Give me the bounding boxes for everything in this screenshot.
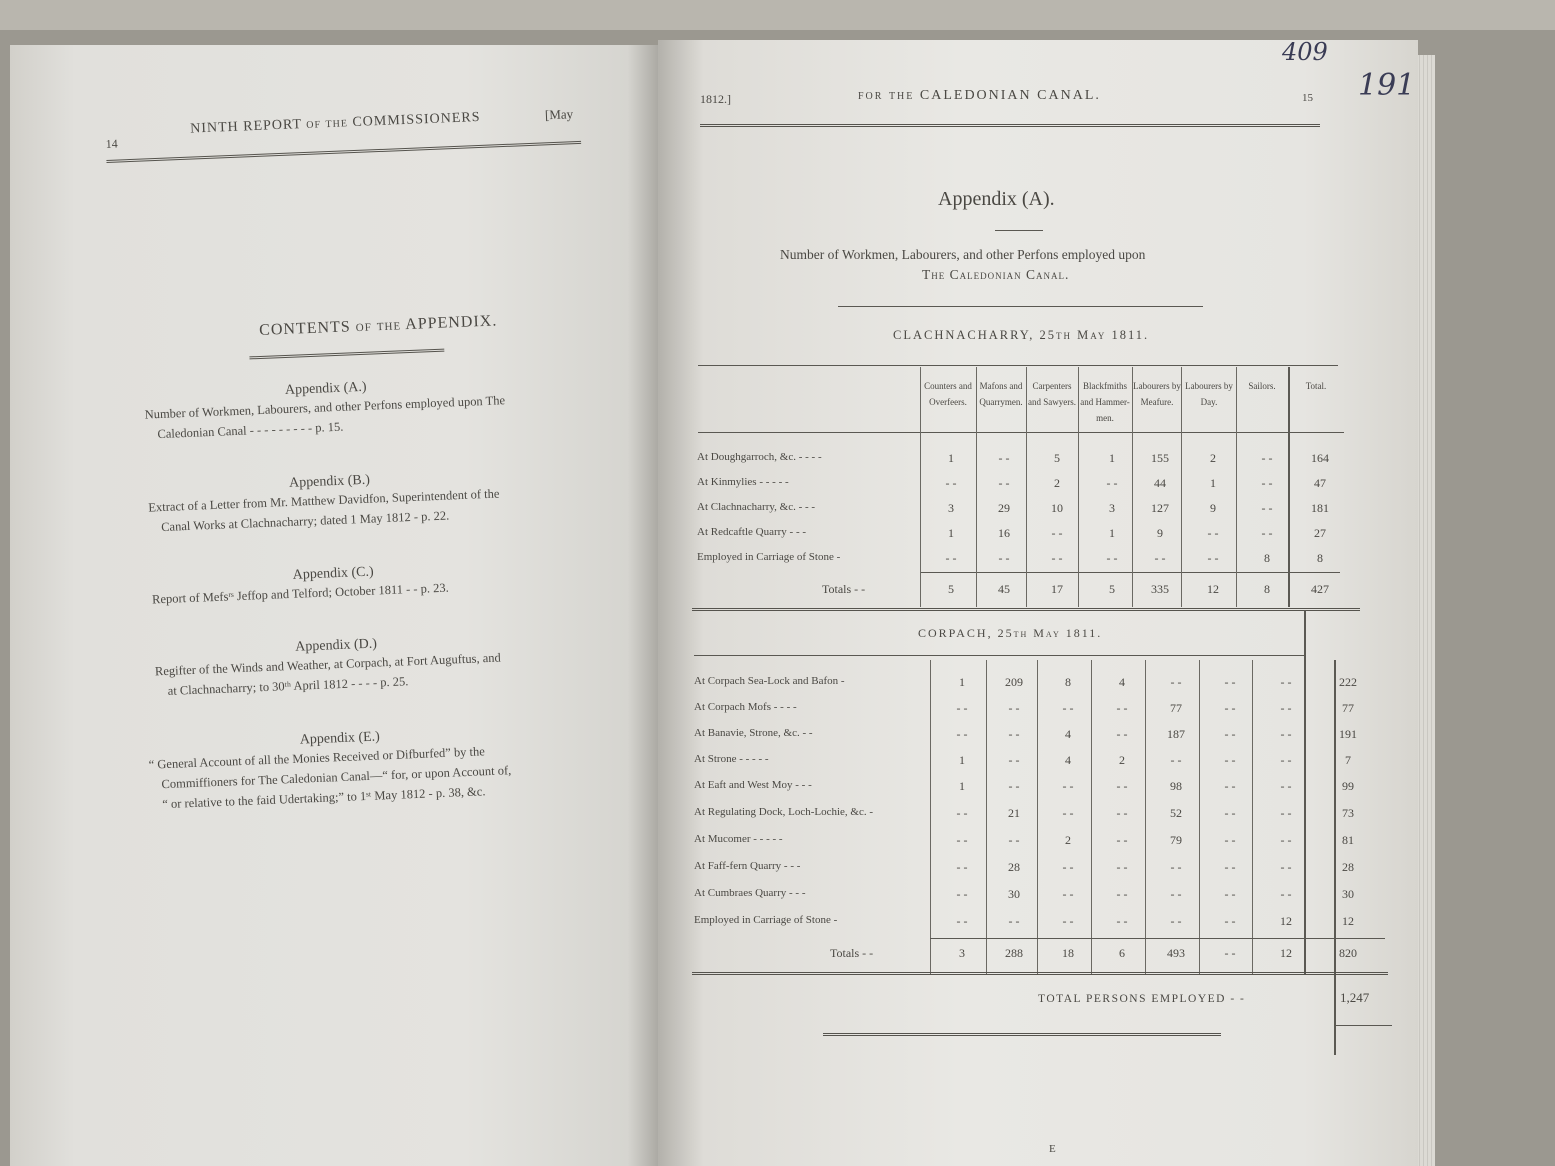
table-cell: - -: [1280, 887, 1292, 901]
section2-heading: CORPACH, 25th May 1811.: [918, 626, 1103, 640]
table-cell: - -: [1261, 476, 1273, 490]
toc-entry-title: Appendix (B.): [288, 472, 371, 491]
table-cell: - -: [1062, 701, 1074, 715]
totals-cell: 6: [1119, 946, 1125, 960]
left-head-rule: [106, 141, 581, 163]
table-cell: - -: [1170, 914, 1182, 928]
totals-cell: 5: [948, 582, 954, 596]
table-cell: 4: [1065, 753, 1071, 767]
table-cell: - -: [1224, 887, 1236, 901]
column-header: Blackfmiths and Hammer-men.: [1080, 381, 1130, 423]
table-cell: 181: [1311, 501, 1329, 515]
table-cell: 222: [1339, 675, 1357, 689]
col-divider: [1252, 660, 1253, 975]
table-cell: 27: [1314, 526, 1326, 540]
table-cell: - -: [1116, 779, 1128, 793]
table1-header-rule: [698, 432, 1344, 433]
right-running-date: 1812.]: [700, 92, 731, 106]
totals-label: Totals - -: [830, 946, 874, 960]
handwritten-page-number: 191: [1358, 68, 1416, 103]
row-label: At Banavie, Strone, &c. - -: [694, 727, 813, 739]
table-cell: - -: [998, 551, 1010, 565]
row-label: Employed in Carriage of Stone -: [694, 914, 838, 926]
table-cell: 99: [1342, 779, 1354, 793]
table-cell: - -: [1207, 526, 1219, 540]
table-cell: 4: [1065, 727, 1071, 741]
table-cell: 77: [1170, 701, 1182, 715]
table-cell: 10: [1051, 501, 1063, 515]
toc-entry-line: at Clachnacharry; to 30ᵗʰ April 1812 - - - - p. 25.: [167, 674, 409, 698]
toc-entry-d: [126, 630, 548, 703]
table-cell: 1: [948, 526, 954, 540]
table-cell: - -: [956, 806, 968, 820]
table-cell: - -: [1224, 806, 1236, 820]
table-cell: 77: [1342, 701, 1354, 715]
table-cell: - -: [1224, 701, 1236, 715]
table-cell: 1: [959, 675, 965, 689]
toc-entry-a: [116, 373, 538, 446]
table-cell: - -: [1170, 753, 1182, 767]
table-cell: 28: [1008, 860, 1020, 874]
contents-rule: [249, 349, 444, 360]
table-subtitle-2: The Caledonian Canal.: [922, 267, 1070, 282]
table-cell: 1: [948, 451, 954, 465]
right-head-rule: [700, 124, 1320, 127]
table-cell: 52: [1170, 806, 1182, 820]
table-cell: - -: [1116, 887, 1128, 901]
table-cell: 8: [1317, 551, 1323, 565]
table-cell: 191: [1339, 727, 1357, 741]
table-cell: - -: [1008, 701, 1020, 715]
row-label: At Cumbraes Quarry - - -: [694, 887, 806, 899]
section1-heading: CLACHNACHARRY, 25th May 1811.: [893, 328, 1150, 342]
toc-entry-line: “ General Account of all the Monies Received or Difburfed” by the: [148, 744, 486, 772]
table-cell: 2: [1054, 476, 1060, 490]
left-running-head: NINTH REPORT of the COMMISSIONERS: [189, 109, 481, 137]
table-cell: 209: [1005, 675, 1023, 689]
table1-bottom-rule: [692, 608, 1360, 611]
row-label: At Regulating Dock, Loch-Lochie, &c. -: [694, 806, 874, 818]
toc-entry-line: Commiffioners for The Caledonian Canal—“ for, or upon Account of,: [161, 763, 512, 792]
table-cell: 12: [1342, 914, 1354, 928]
table-cell: 44: [1154, 476, 1166, 490]
table-cell: - -: [1062, 914, 1074, 928]
table-cell: - -: [1008, 914, 1020, 928]
table-cell: - -: [1170, 860, 1182, 874]
table-cell: - -: [1062, 779, 1074, 793]
table-cell: 1: [959, 779, 965, 793]
table-cell: - -: [1280, 753, 1292, 767]
toc-entry-e: [130, 723, 553, 816]
table-cell: - -: [1280, 727, 1292, 741]
table-cell: - -: [1224, 779, 1236, 793]
totals-cell: 288: [1005, 946, 1023, 960]
table2-subtotal-rule: [930, 938, 1385, 939]
table-cell: - -: [1261, 501, 1273, 515]
column-header: Mafons and Quarrymen.: [979, 381, 1023, 407]
left-running-date: [May: [544, 106, 574, 123]
table-cell: 79: [1170, 833, 1182, 847]
toc-entry-line: Number of Workmen, Labourers, and other Perfons employed upon The: [144, 393, 506, 422]
table-cell: - -: [998, 451, 1010, 465]
table-cell: - -: [1280, 779, 1292, 793]
table-cell: - -: [1261, 526, 1273, 540]
row-label: Employed in Carriage of Stone -: [697, 551, 841, 563]
table-cell: - -: [1224, 914, 1236, 928]
row-label: At Redcaftle Quarry - - -: [697, 526, 807, 538]
toc-entry-line: Caledonian Canal - - - - - - - - - p. 15.: [157, 419, 344, 442]
col-divider: [1091, 660, 1092, 975]
totals-cell: 5: [1109, 582, 1115, 596]
toc-entry-line: Extract of a Letter from Mr. Matthew Davidfon, Superintendent of the: [148, 486, 500, 515]
table-cell: - -: [1280, 833, 1292, 847]
row-label: At Corpach Mofs - - - -: [694, 701, 797, 713]
table-subtitle-1: Number of Workmen, Labourers, and other Perfons employed upon: [780, 247, 1146, 262]
table-cell: - -: [1207, 551, 1219, 565]
toc-entry-title: Appendix (D.): [294, 636, 378, 655]
table-cell: - -: [1008, 727, 1020, 741]
totals-cell: 45: [998, 582, 1010, 596]
table1-top-rule: [698, 365, 1338, 366]
table-cell: 8: [1264, 551, 1270, 565]
column-header: Counters and Overfeers.: [924, 381, 972, 407]
table-cell: - -: [1170, 675, 1182, 689]
appendix-title: Appendix (A).: [938, 188, 1055, 210]
table-cell: - -: [998, 476, 1010, 490]
table-cell: - -: [1116, 833, 1128, 847]
row-label: At Eaft and West Moy - - -: [694, 779, 812, 791]
table-cell: - -: [1008, 753, 1020, 767]
right-running-head: for the CALEDONIAN CANAL.: [858, 88, 1101, 103]
table-cell: 5: [1054, 451, 1060, 465]
col-divider: [1145, 660, 1146, 975]
table-cell: 1: [1109, 526, 1115, 540]
table-cell: - -: [1224, 675, 1236, 689]
table-cell: - -: [1106, 476, 1118, 490]
table-cell: 12: [1280, 914, 1292, 928]
table-cell: - -: [1280, 701, 1292, 715]
left-page: [10, 45, 660, 1166]
toc-entry-line: “ or relative to the faid Udertaking;” to 1ˢᵗ May 1812 - p. 38, &c.: [162, 784, 486, 812]
table-cell: - -: [1116, 914, 1128, 928]
table-cell: - -: [1280, 860, 1292, 874]
table-cell: - -: [956, 701, 968, 715]
table-cell: 21: [1008, 806, 1020, 820]
table-cell: - -: [945, 476, 957, 490]
table-cell: 98: [1170, 779, 1182, 793]
toc-entry-title: Appendix (A.): [284, 379, 367, 398]
table-cell: 155: [1151, 451, 1169, 465]
totals-cell: 12: [1280, 946, 1292, 960]
table-cell: 28: [1342, 860, 1354, 874]
table-cell: 3: [948, 501, 954, 515]
column-header: Labourers by Meafure.: [1133, 381, 1181, 407]
table-cell: 187: [1167, 727, 1185, 741]
table1-subtotal-rule: [920, 572, 1340, 573]
table-cell: - -: [1116, 727, 1128, 741]
toc-entry-b: [119, 466, 541, 539]
table-cell: - -: [1051, 526, 1063, 540]
table-cell: 81: [1342, 833, 1354, 847]
table-cell: - -: [956, 833, 968, 847]
grand-total-label: TOTAL PERSONS EMPLOYED - -: [1038, 993, 1246, 1005]
toc-entry-line: Regifter of the Winds and Weather, at Corpach, at Fort Auguftus, and: [154, 650, 502, 679]
totals-cell: 12: [1207, 582, 1219, 596]
toc-entry-c: [123, 558, 544, 611]
totals-cell: 493: [1167, 946, 1185, 960]
table-cell: - -: [1062, 887, 1074, 901]
totals-label: Totals - -: [822, 582, 866, 596]
grand-total-rule: [1334, 1025, 1392, 1026]
row-label: At Strone - - - - -: [694, 753, 769, 765]
toc-entry-line: Report of Mefsʳˢ Jeffop and Telford; October 1811 - - p. 23.: [151, 580, 450, 607]
table-cell: 29: [998, 501, 1010, 515]
signature-mark: E: [1049, 1143, 1056, 1155]
table-cell: 73: [1342, 806, 1354, 820]
table-cell: - -: [1116, 860, 1128, 874]
table-cell: - -: [1062, 806, 1074, 820]
table-cell: 3: [1109, 501, 1115, 515]
toc-entry-title: Appendix (C.): [292, 564, 374, 583]
table-cell: - -: [1224, 727, 1236, 741]
grand-total-divider: [1334, 660, 1336, 1055]
table-cell: 9: [1157, 526, 1163, 540]
totals-cell: 8: [1264, 582, 1270, 596]
right-page-number: 15: [1302, 92, 1313, 104]
table-cell: 164: [1311, 451, 1329, 465]
table-cell: - -: [956, 914, 968, 928]
table-cell: 47: [1314, 476, 1326, 490]
column-header: Total.: [1305, 381, 1327, 391]
row-label: At Clachnacharry, &c. - - -: [697, 501, 816, 513]
totals-cell: 3: [959, 946, 965, 960]
table-cell: - -: [1224, 833, 1236, 847]
table-cell: - -: [1051, 551, 1063, 565]
column-header: Labourers by Day.: [1185, 381, 1233, 407]
table-cell: - -: [1116, 806, 1128, 820]
table-cell: - -: [1106, 551, 1118, 565]
table-cell: 9: [1210, 501, 1216, 515]
table2-top-rule: [694, 655, 1306, 656]
closing-rule: [823, 1033, 1221, 1036]
table-cell: - -: [1008, 779, 1020, 793]
column-header: Sailors.: [1248, 381, 1276, 391]
totals-cell: 820: [1339, 946, 1357, 960]
totals-cell: 18: [1062, 946, 1074, 960]
table2-bottom-rule: [692, 972, 1388, 975]
table-cell: - -: [1008, 833, 1020, 847]
table-cell: 2: [1210, 451, 1216, 465]
table-cell: 127: [1151, 501, 1169, 515]
totals-cell: 335: [1151, 582, 1169, 596]
col-divider: [986, 660, 987, 975]
table-cell: 30: [1342, 887, 1354, 901]
contents-title: CONTENTS of the APPENDIX.: [258, 312, 498, 339]
table-cell: - -: [1224, 860, 1236, 874]
table-cell: 1: [1109, 451, 1115, 465]
table-cell: - -: [956, 727, 968, 741]
table-cell: 2: [1119, 753, 1125, 767]
table-cell: - -: [1261, 451, 1273, 465]
table-cell: - -: [1280, 675, 1292, 689]
left-page-number: 14: [105, 136, 119, 151]
col-divider: [1236, 367, 1237, 607]
col-divider: [1199, 660, 1200, 975]
row-label: At Doughgarroch, &c. - - - -: [697, 451, 822, 463]
table-cell: 1: [1210, 476, 1216, 490]
table-cell: 30: [1008, 887, 1020, 901]
table-cell: - -: [1170, 887, 1182, 901]
table-cell: - -: [1062, 860, 1074, 874]
table-cell: 7: [1345, 753, 1351, 767]
table-cell: - -: [956, 860, 968, 874]
grand-total-value: 1,247: [1340, 990, 1370, 1005]
subtitle-rule: [838, 306, 1203, 307]
row-label: At Mucomer - - - - -: [694, 833, 783, 845]
table-cell: - -: [1116, 701, 1128, 715]
row-label: At Kinmylies - - - - -: [697, 476, 789, 488]
row-label: At Faff-fern Quarry - - -: [694, 860, 801, 872]
col-divider: [1037, 660, 1038, 975]
toc-entry-title: Appendix (E.): [299, 729, 381, 748]
title-rule: [995, 230, 1043, 231]
table-cell: - -: [1154, 551, 1166, 565]
totals-cell: 17: [1051, 582, 1063, 596]
table-cell: - -: [1224, 753, 1236, 767]
table-cell: 4: [1119, 675, 1125, 689]
table-cell: 1: [959, 753, 965, 767]
column-header: Carpenters and Sawyers.: [1028, 381, 1076, 407]
col-divider: [930, 660, 931, 975]
table-cell: - -: [1280, 806, 1292, 820]
row-label: At Corpach Sea-Lock and Bafon -: [694, 675, 845, 687]
table-cell: - -: [945, 551, 957, 565]
table-cell: 16: [998, 526, 1010, 540]
totals-cell: 427: [1311, 582, 1329, 596]
table-cell: - -: [956, 887, 968, 901]
table-cell: 2: [1065, 833, 1071, 847]
handwritten-folio-number: 409: [1282, 38, 1328, 66]
left-page-content: [105, 105, 641, 1024]
table-cell: 8: [1065, 675, 1071, 689]
toc-entry-line: Canal Works at Clachnacharry; dated 1 May 1812 - p. 22.: [160, 508, 450, 535]
totals-cell: - -: [1224, 946, 1236, 960]
